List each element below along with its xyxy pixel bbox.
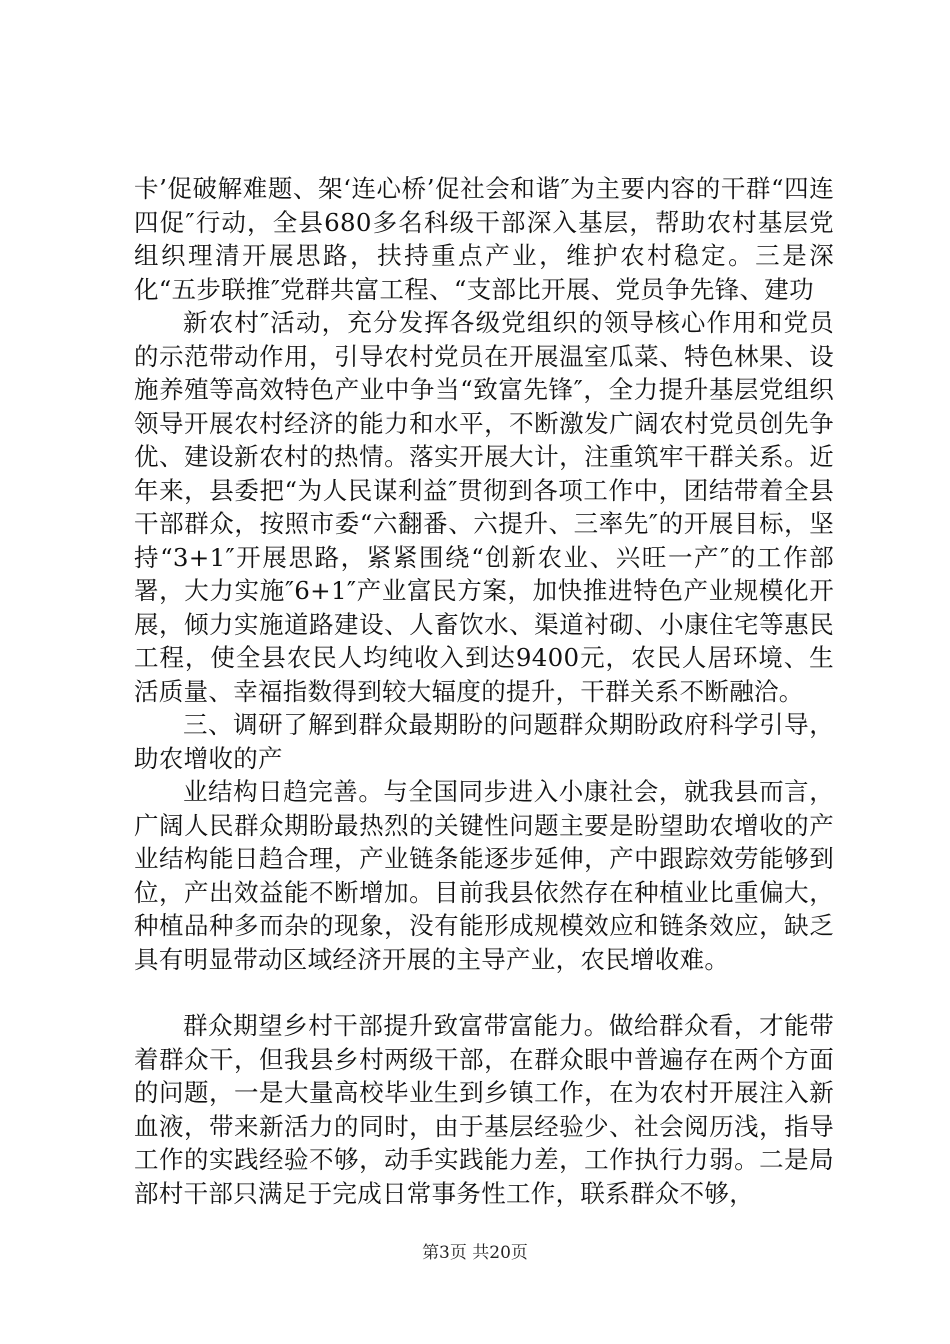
paragraph-gap bbox=[134, 976, 834, 1009]
document-page bbox=[134, 172, 834, 1210]
paragraph-2: 新农村″活动，充分发挥各级党组织的领导核心作用和党员的示范带动作用，引导农村党员在开展温室瓜菜、特色林果、设施养殖等高效特色产业中争当“致富先锋″，全力提升基层党组织领导开展农村经济的能力和水平，不断激发广阔农村党员创先争优、建设新农村的热情。落实开展大计，注重筑牢干群关系。近年来，县委把“为人民谋利益″贯彻到各项工作中，团结带着全县干部群众，按照市委“六翻番、六提升、三率先″的开展目标，坚持“3+1″开展思路，紧紧围绕“创新农业、兴旺一产″的工作部署，大力实施″6+1″产业富民方案，加快推进特色产业规模化开展，倾力实施道路建设、人畜饮水、渠道衬砌、小康住宅等惠民工程，使全县农民人均纯收入到达9400元，农民人居环境、生活质量、幸福指数得到较大辐度的提升，干群关系不断融洽。 bbox=[134, 308, 834, 706]
page-number-footer: 第3页 共20页 bbox=[422, 1243, 528, 1263]
paragraph-4: 业结构日趋完善。与全国同步进入小康社会，就我县而言，广阔人民群众期盼最热烈的关键性问题主要是盼望助农增收的产业结构能日趋合理，产业链条能逐步延伸，产中跟踪效劳能够到位，产出效益能不断增加。目前我县依然存在种植业比重偏大，种植品种多而杂的现象，没有能形成规模效应和链条效应，缺乏具有明显带动区域经济开展的主导产业，农民增收难。 bbox=[134, 777, 834, 974]
paragraph-1: 卡’促破解难题、架‘连心桥’促社会和谐″为主要内容的干群“四连四促″行动，全县680多名科级干部深入基层，帮助农村基层党组织理清开展思路，扶持重点产业，维护农村稳定。三是深化“五步联推″党群共富工程、“支部比开展、党员争先锋、建功 bbox=[134, 174, 834, 304]
section-heading-3: 三、调研了解到群众最期盼的问题群众期盼政府科学引导，助农增收的产 bbox=[134, 710, 834, 773]
paragraph-5: 群众期望乡村干部提升致富带富能力。做给群众看，才能带着群众干，但我县乡村两级干部，在群众眼中普遍存在两个方面的问题，一是大量高校毕业生到乡镇工作，在为农村开展注入新血液，带来新活力的同时，由于基层经验少、社会阅历浅，指导工作的实践经验不够，动手实践能力差，工作执行力弱。二是局部村干部只满足于完成日常事务性工作，联系群众不够， bbox=[134, 1011, 834, 1208]
